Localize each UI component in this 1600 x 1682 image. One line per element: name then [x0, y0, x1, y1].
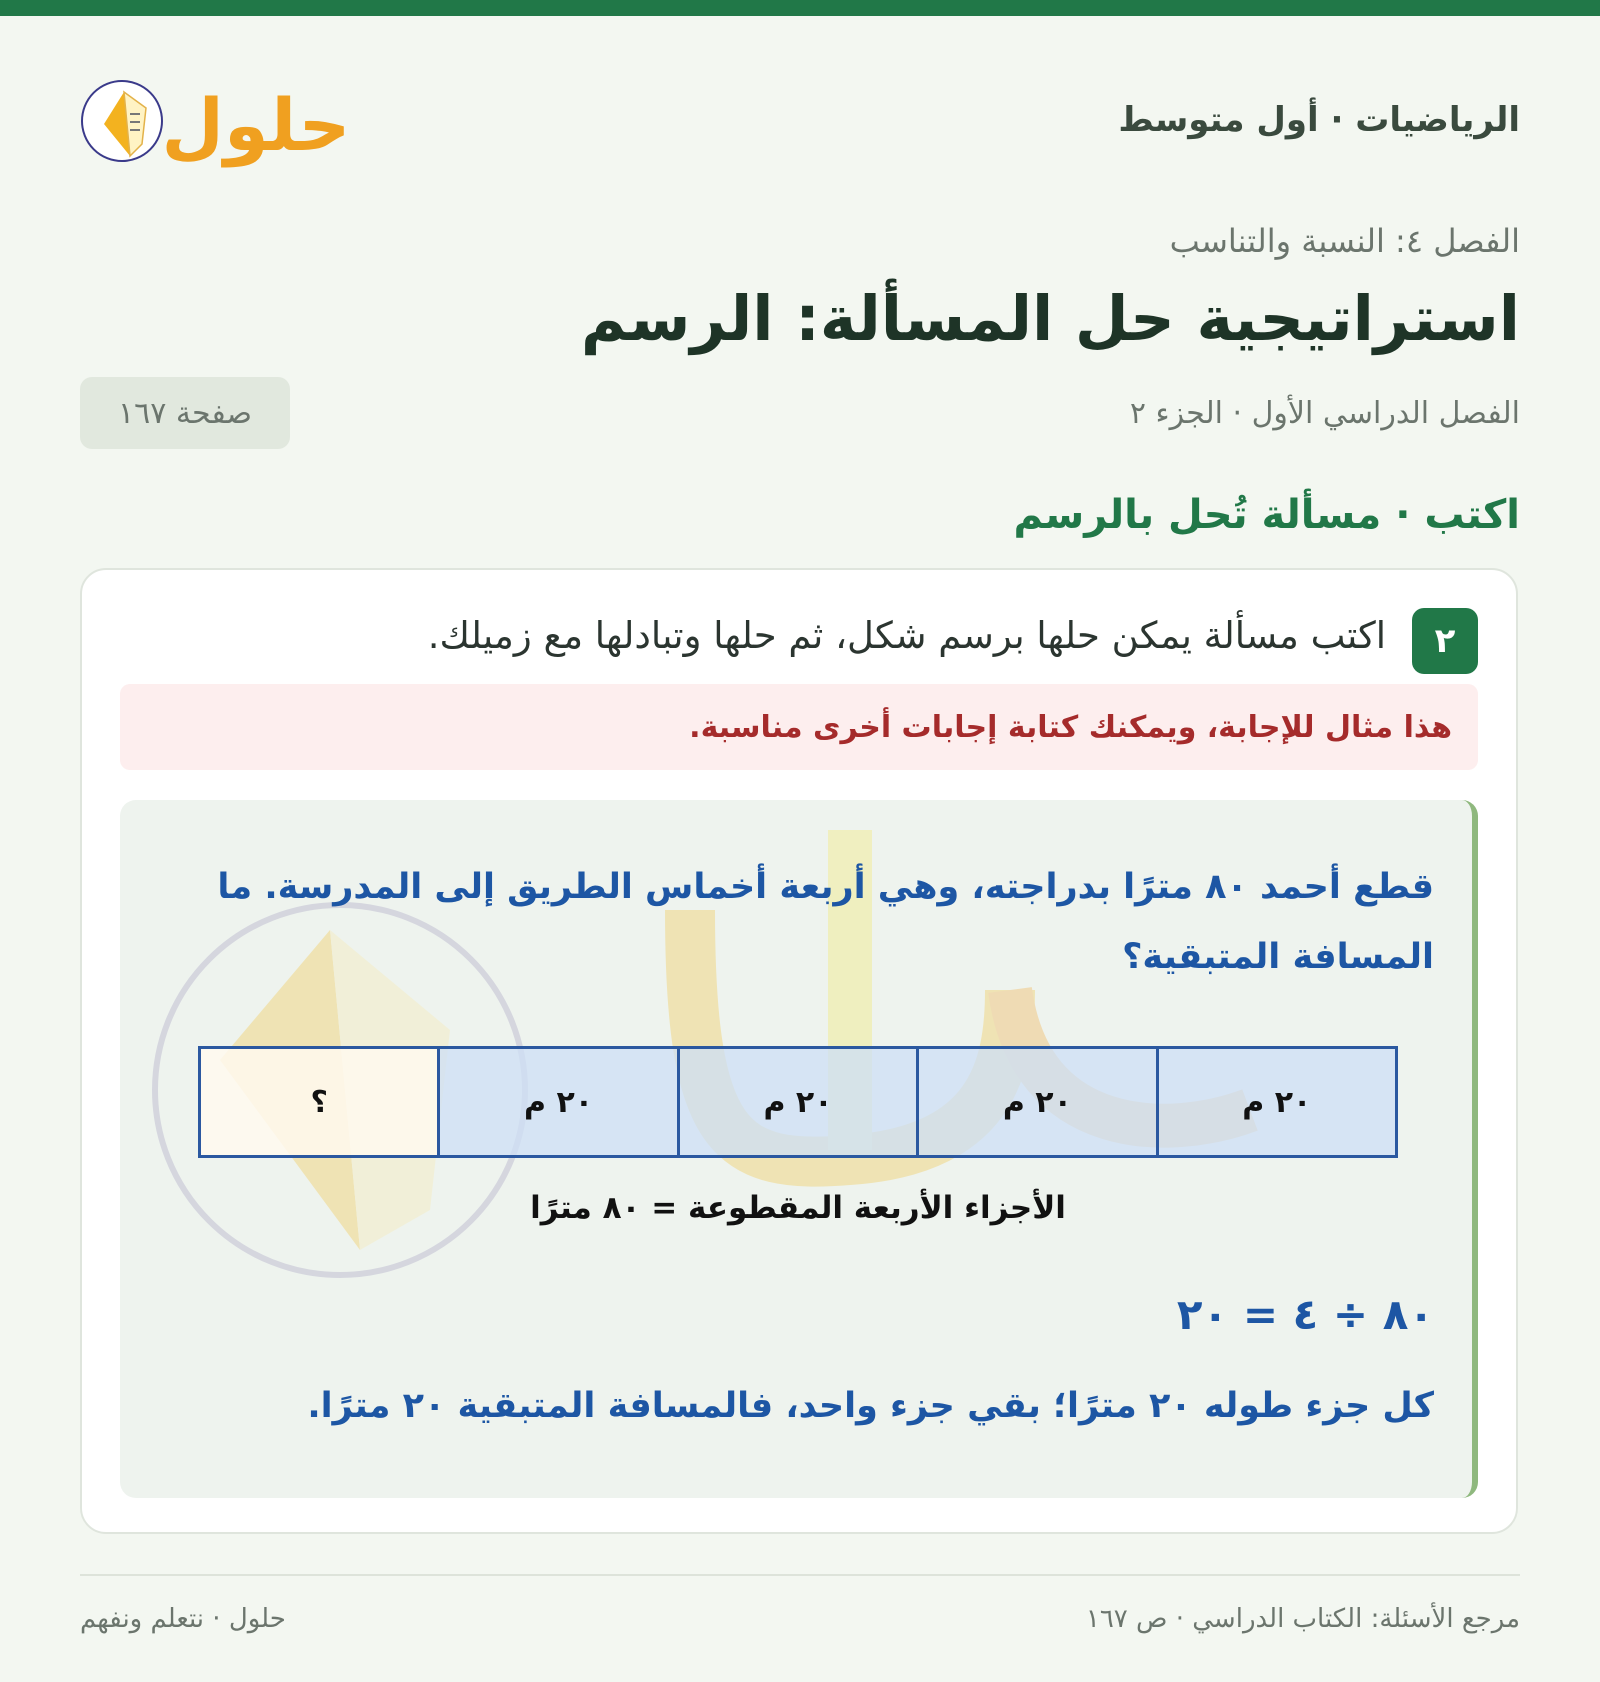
question-number: ٢: [1412, 608, 1478, 674]
bar-segment: ٢٠ م: [677, 1049, 916, 1155]
bar-segment: ٢٠ م: [437, 1049, 676, 1155]
top-accent-bar: [0, 0, 1600, 16]
chapter-label: الفصل ٤: النسبة والتناسب: [1169, 222, 1520, 260]
logo: [80, 64, 360, 184]
bar-segment-unknown: ؟: [201, 1049, 437, 1155]
bar-model-caption: الأجزاء الأربعة المقطوعة = ٨٠ مترًا: [530, 1190, 1066, 1226]
page-badge: صفحة ١٦٧: [80, 377, 290, 449]
answer-problem: قطع أحمد ٨٠ مترًا بدراجته، وهي أربعة أخماس الطريق إلى المدرسة. ما المسافة المتبقية؟: [217, 867, 1434, 977]
section-heading: اكتب · مسألة تُحل بالرسم: [1013, 492, 1520, 538]
answer-conclusion: كل جزء طوله ٢٠ مترًا؛ بقي جزء واحد، فالمسافة المتبقية ٢٠ مترًا.: [307, 1386, 1434, 1426]
footer-reference: مرجع الأسئلة: الكتاب الدراسي · ص ١٦٧: [1085, 1604, 1520, 1634]
sample-answer-note: هذا مثال للإجابة، ويمكنك كتابة إجابات أخرى مناسبة.: [120, 684, 1478, 770]
term-label: الفصل الدراسي الأول · الجزء ٢: [1129, 396, 1520, 431]
svg-text:حلول: حلول: [161, 83, 351, 167]
footer-brand: حلول · نتعلم ونفهم: [80, 1604, 286, 1634]
page-title: استراتيجية حل المسألة: الرسم: [580, 282, 1520, 355]
bar-segment: ٢٠ م: [916, 1049, 1155, 1155]
logo-icon: [80, 64, 360, 184]
question-card: [80, 568, 1518, 1534]
bar-segment: ٢٠ م: [1156, 1049, 1395, 1155]
footer-divider: [80, 1574, 1520, 1576]
answer-equation: ٨٠ ÷ ٤ = ٢٠: [1176, 1290, 1434, 1339]
question-text: اكتب مسألة يمكن حلها برسم شكل، ثم حلها وتبادلها مع زميلك.: [427, 614, 1386, 657]
answer-box: [120, 800, 1478, 1498]
bar-model: [198, 1046, 1398, 1158]
header: [80, 64, 1520, 184]
subject-label: الرياضيات · أول متوسط: [1118, 100, 1520, 140]
